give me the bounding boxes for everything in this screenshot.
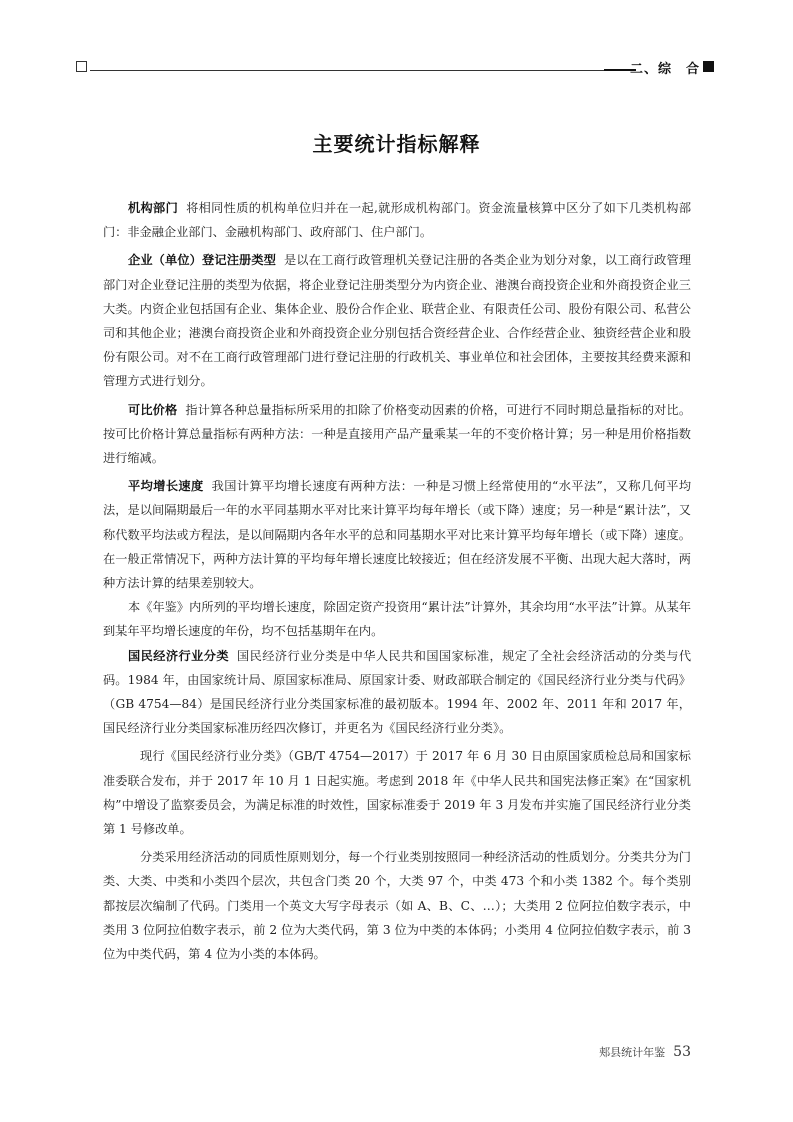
paragraph-text: 本《年鉴》内所列的平均增长速度，除固定资产投资用“累计法”计算外，其余均用“水平法”计算。从某年到某年平均增长速度的年份，均不包括基期年在内。 <box>103 600 691 639</box>
page-title: 主要统计指标解释 <box>312 132 481 156</box>
paragraph-text: 我国计算平均增长速度有两种方法：一种是习惯上经常使用的“水平法”，又称几何平均法，是以间隔期最后一年的水平同基期水平对比来计算平均每年增长（或下降）速度；另一种是“累计法”，又称代数平均法或方程法，是以间隔期内各年水平的总和同基期水平对比来计算平均每年增长（或下降）速度。在一般正常情况下，两种方法计算的平均每年增长速度比较接近；但在经济发展不平衡、出现大起大落时，两种方法计算的结果差别较大。 <box>103 479 692 591</box>
paragraph-institutional-sector <box>103 196 691 244</box>
section-label: 二、综 合 <box>629 62 700 77</box>
paragraph-text: 分类采用经济活动的同质性原则划分，每一个行业类别按照同一种经济活动的性质划分。分类共分为门类、大类、中类和小类四个层次，共包含门类 20 个，大类 97 个，中类 473 个和小类 1382 个。每个类别都按层次编制了代码。门类用一个英文大写字母表示（如 A、B、C、…）；大类用 2 位阿拉伯数字表示，中类用 3 位阿拉伯数字表示，前 2 位为大类代码，第 3 位为中类的本体码；小类用 4 位阿拉伯数字表示，前 3 位为中类代码，第 4 位为小类的本体码。 <box>103 850 691 962</box>
term-label: 国民经济行业分类 <box>128 648 229 663</box>
term-label: 机构部门 <box>128 201 179 215</box>
paragraph-classification-structure <box>103 845 691 966</box>
term-label: 平均增长速度 <box>128 479 204 494</box>
header-square-filled <box>703 61 714 72</box>
paragraph-text: 现行《国民经济行业分类》（GB/T 4754—2017）于 2017 年 6 月 30 日由原国家质检总局和国家标准委联合发布，并于 2017 年 10 月 1 日起实施。考虑到 2018 年《中华人民共和国宪法修正案》在“国家机构”中增设了监察委员会，为满足标准的时效性，国家标准委于 2019 年 3 月发布并实施了国民经济行业分类第 1 号修改单。 <box>103 749 691 837</box>
paragraph-average-growth <box>103 474 691 595</box>
term-label: 企业（单位）登记注册类型 <box>128 253 277 268</box>
paragraph-current-standard <box>103 744 691 841</box>
paragraph-comparable-price <box>103 398 691 471</box>
header-square-outline <box>76 61 87 72</box>
paragraph-text: 国民经济行业分类是中华人民共和国国家标准，规定了全社会经济活动的分类与代码。1984 年，由国家统计局、原国家标准局、原国家计委、财政部联合制定的《国民经济行业分类与代码》（GB 4754—84）是国民经济行业分类国家标准的最初版本。1994 年、2002 年、2011 年和 2017 年，国民经济行业分类国家标准历经四次修订，并更名为《国民经济行业分类》。 <box>103 648 692 736</box>
paragraph-text: 指计算各种总量指标所采用的扣除了价格变动因素的价格，可进行不同时期总量指标的对比。按可比价格计算总量指标有两种方法：一种是直接用产品产量乘某一年的不变价格计算；另一种是用价格指数进行缩减。 <box>103 402 692 466</box>
term-label: 可比价格 <box>128 402 178 417</box>
paragraph-industry-classification <box>103 644 691 741</box>
page-footer <box>599 1044 691 1060</box>
paragraph-yearbook-note <box>103 595 691 643</box>
paragraph-text: 是以在工商行政管理机关登记注册的各类企业为划分对象，以工商行政管理部门对企业登记注册的类型为依据，将企业登记注册类型分为内资企业、港澳台商投资企业和外商投资企业三大类。内资企业包括国有企业、集体企业、股份合作企业、联营企业、有限责任公司、股份有限公司、私营公司和其他企业；港澳台商投资企业和外商投资企业分别包括合资经营企业、合作经营企业、独资经营企业和股份有限公司。对不在工商行政管理部门进行登记注册的行政机关、事业单位和社会团体，主要按其经费来源和管理方式进行划分。 <box>103 253 692 389</box>
paragraph-text: 将相同性质的机构单位归并在一起,就形成机构部门。资金流量核算中区分了如下几类机构部门：非金融企业部门、金融机构部门、政府部门、住户部门。 <box>103 201 692 240</box>
body-text <box>103 196 691 966</box>
paragraph-registration-type <box>103 248 691 393</box>
page-number: 53 <box>673 1044 691 1060</box>
header-rule <box>90 70 606 71</box>
book-name: 郏县统计年鉴 <box>599 1046 666 1059</box>
running-header <box>76 58 714 78</box>
